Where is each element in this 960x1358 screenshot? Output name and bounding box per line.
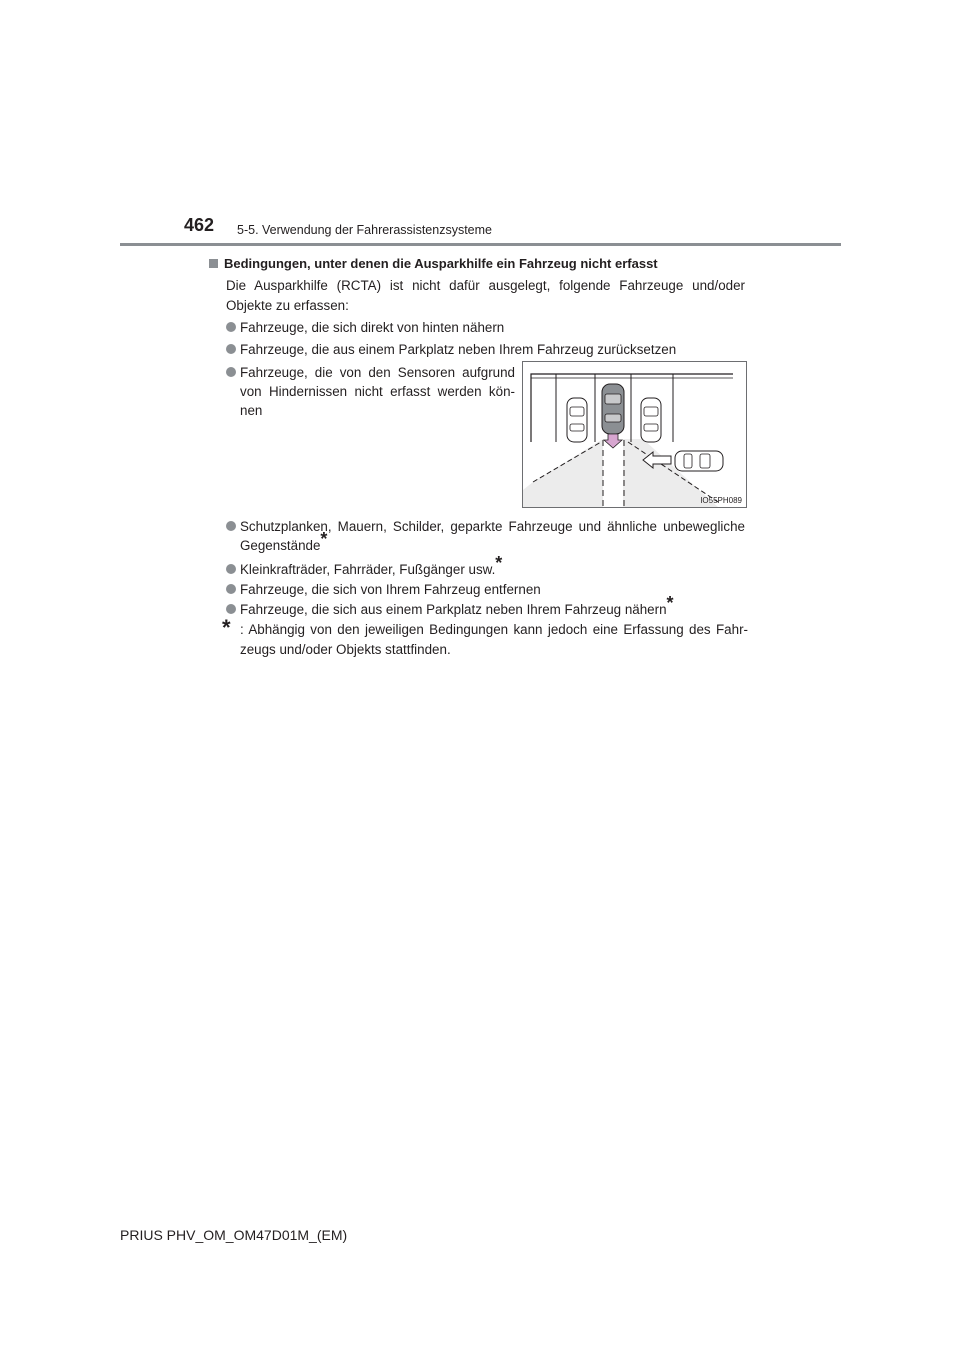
list-item-text: Kleinkrafträder, Fahrräder, Fußgänger usw.*: [240, 553, 503, 577]
list-item: [226, 363, 515, 420]
header-divider: [120, 243, 841, 246]
parked-car-left: [567, 398, 587, 442]
intro-paragraph: Die Ausparkhilfe (RCTA) ist nicht dafür ausgelegt, folgende Fahrzeuge und/oder Objekte zu erfassen:: [226, 278, 745, 313]
list-item: [226, 340, 745, 359]
asterisk-mark: *: [495, 553, 503, 573]
footnote: [222, 615, 748, 660]
bullet-dot-icon: [226, 604, 236, 614]
bullet-dot-icon: [226, 322, 236, 332]
list-item: [226, 517, 745, 555]
figure-code: IO55PH089: [700, 496, 742, 505]
list-item-text: Fahrzeuge, die sich aus einem Parkplatz neben Ihrem Fahrzeug nähern*: [240, 593, 674, 617]
parked-car-right: [641, 398, 661, 442]
heading-text: Bedingungen, unter denen die Ausparkhilfe ein Fahrzeug nicht erfasst: [224, 256, 658, 271]
parking-illustration: [522, 361, 747, 508]
list-item-text: Schutzplanken, Mauern, Schilder, geparkte Fahrzeuge und ähnliche unbewegliche Gegenstände*: [240, 519, 745, 553]
list-item: [226, 318, 745, 337]
list-item-text: Fahrzeuge, die sich direkt von hinten nähern: [240, 320, 505, 335]
bullet-dot-icon: [226, 521, 236, 531]
approaching-car: [675, 451, 723, 471]
parking-diagram: [523, 362, 746, 507]
bullet-dot-icon: [226, 367, 236, 377]
own-vehicle-reversing: [602, 384, 624, 434]
reverse-direction-arrow: [604, 434, 622, 448]
asterisk-mark: *: [666, 593, 674, 613]
bullet-dot-icon: [226, 564, 236, 574]
bullet-dot-icon: [226, 344, 236, 354]
list-item-text: Fahrzeuge, die aus einem Parkplatz neben Ihrem Fahrzeug zurücksetzen: [240, 342, 677, 357]
footnote-text: : Abhängig von den jeweiligen Bedingungen kann jedoch eine Erfassung des Fahr-zeugs und/oder Objekts stattfinden.: [240, 622, 748, 657]
left-sensor-zone: [523, 439, 603, 507]
square-bullet-icon: [209, 259, 218, 268]
asterisk-mark: *: [320, 529, 328, 549]
list-item-text: Fahrzeuge, die sich von Ihrem Fahrzeug entfernen: [240, 582, 541, 597]
document-id-footer: PRIUS PHV_OM_OM47D01M_(EM): [120, 1227, 348, 1243]
footnote-asterisk: *: [222, 615, 231, 640]
list-item: [226, 553, 745, 579]
list-item: [226, 593, 745, 619]
parking-lot-outline: [531, 374, 733, 442]
subsection-heading: [209, 256, 658, 271]
bullet-dot-icon: [226, 584, 236, 594]
page-number: 462: [184, 215, 215, 235]
list-item-text: Fahrzeuge, die von den Sensoren aufgrund von Hindernissen nicht erfasst werden kön-nen: [240, 365, 515, 418]
section-title: 5-5. Verwendung der Fahrerassistenzsysteme: [237, 223, 492, 237]
